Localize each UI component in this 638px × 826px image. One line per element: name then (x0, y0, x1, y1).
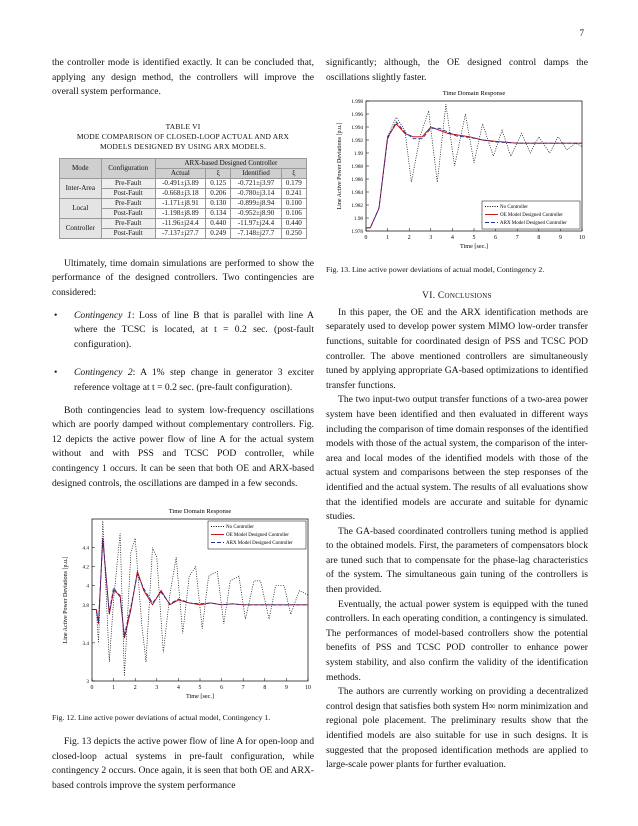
cell-config: Post-Fault (101, 208, 155, 218)
x-tick-label: 9 (284, 685, 288, 692)
cell-config: Pre-Fault (101, 198, 155, 208)
x-tick-label: 0 (90, 685, 94, 692)
right-column (326, 56, 588, 773)
cell-identified: -0.952±j8.90 (231, 208, 281, 218)
bullet-icon: • (54, 309, 58, 321)
paragraph: Both contingencies lead to system low-frequency oscillations which are poorly damped without complementary controllers. Fig. 12 depicts the active power flow of line A for the actual system without and with PSS and TCSC POD controller, while contingency 1 occurs. It can be seen that both OE and ARX-based designed controls, the oscillations are damped in a few seconds. (52, 404, 314, 489)
cell-actual: -7.137±j27.7 (155, 228, 205, 238)
cell-actual: -0.668±j3.18 (155, 188, 205, 198)
header-xi: ξ (281, 168, 306, 178)
legend-entry: OE Model Designed Controller (226, 533, 289, 539)
y-tick-label: 1.986 (351, 177, 363, 184)
cell-xi: 0.125 (206, 178, 231, 188)
x-tick-label: 4 (450, 235, 454, 242)
header-xi: ξ (206, 168, 231, 178)
paragraph: the controller mode is identified exactly. It can be concluded that, applying any design method, the controllers will improve the overall system performance. (52, 57, 314, 98)
figure-12-chart (52, 505, 314, 705)
cell-xi: 0.206 (206, 188, 231, 198)
series-line-3 (92, 540, 308, 635)
table-row (60, 218, 307, 228)
cell-identified: -0.780±j3.14 (231, 188, 281, 198)
y-axis-label: Line Active Power Deviations [p.u.] (337, 122, 343, 210)
legend-entry: OE Model Designed Controller (500, 213, 563, 219)
x-tick-label: 7 (515, 235, 519, 242)
cell-xi: 0.130 (206, 198, 231, 208)
y-tick-label: 3.8 (82, 602, 89, 609)
y-tick-label: 1.998 (351, 99, 363, 106)
x-tick-label: 6 (494, 235, 498, 242)
figure-13-chart (326, 87, 588, 255)
table-row (60, 178, 307, 188)
paragraph: Eventually, the actual power system is equipped with the tuned controllers. In each operating condition, a contingency is simulated. The performances of model-based controllers show the potential benefits of PSS and TCSC POD controller to enhance power system stability, and also confirm the validity of the identification methods. (326, 598, 588, 683)
cell-config: Pre-Fault (101, 178, 155, 188)
x-tick-label: 0 (364, 235, 368, 242)
cell-config: Post-Fault (101, 188, 155, 198)
cell-xi: 0.106 (281, 208, 306, 218)
cell-xi: 0.250 (281, 228, 306, 238)
series-line-2 (92, 538, 308, 638)
cell-mode: Inter-Area (60, 178, 102, 198)
bullet-icon: • (54, 367, 58, 379)
cell-xi: 0.134 (206, 208, 231, 218)
paragraph: Ultimately, time domain simulations are performed to show the performance of the designed controllers. Two contingencies are considered: (52, 257, 314, 298)
paragraph: Fig. 13 depicts the active power flow of line A for open-loop and closed-loop actual systems in pre-fault configuration, while contingency 2 occurs. Once again, it is seen that both OE and ARX-based controls improve the system performance (52, 736, 314, 791)
cell-config: Post-Fault (101, 228, 155, 238)
y-tick-label: 1.994 (351, 125, 363, 132)
x-tick-label: 5 (198, 685, 202, 692)
bullet-text: : Loss of line B that is parallel with line A where the TCSC is located, at t = 0.2 sec. (post-fault configuration). (74, 309, 314, 350)
cell-actual: -1.171±j8.91 (155, 198, 205, 208)
contingency-list (52, 309, 314, 396)
cell-xi: 0.249 (206, 228, 231, 238)
figure-13-caption: Fig. 13. Line active power deviations of actual model, Contingency 2. (326, 265, 545, 275)
x-tick-label: 6 (220, 685, 224, 692)
y-tick-label: 1.98 (353, 216, 363, 223)
section-title: VI. Conclusions (422, 291, 492, 302)
figure-12-caption: Fig. 12. Line active power deviations of actual model, Contingency 1. (52, 713, 271, 723)
x-tick-label: 2 (133, 685, 137, 692)
mode-comparison-table (59, 158, 307, 239)
paragraph: The two input-two output transfer functions of a two-area power system have been identified and then evaluated in different ways including the comparison of time domain responses of the identified models with those of the actual system, the comparison of the inter-area and local modes of the identified models with those of the actual system and comparisons between the step responses of the identified and the actual system. The results of all evaluations show that the identified models are accurate and suitable for dynamic studies. (326, 394, 588, 523)
cell-identified: -7.148±j27.7 (231, 228, 281, 238)
x-tick-label: 1 (386, 235, 390, 242)
cell-xi: 0.440 (206, 218, 231, 228)
cell-actual: -11.96±j24.4 (155, 218, 205, 228)
list-item (52, 309, 314, 353)
y-tick-label: 4.2 (82, 564, 89, 571)
header-actual: Actual (155, 168, 205, 178)
paragraph: The GA-based coordinated controllers tuning method is applied to the obtained models. First, the parameters of compensators block are tuned such that to compensate for the phase-lag characteristics of the system. The simultaneous gain tuning of the controllers is then provided. (326, 525, 588, 596)
cell-identified: -0.721±j3.97 (231, 178, 281, 188)
table-row (60, 198, 307, 208)
header-identified: Identified (231, 168, 281, 178)
x-axis-label: Time [sec.] (186, 693, 214, 701)
paragraph: The authors are currently working on providing a decentralized control design that satisfies both system H∞ norm minimization and regional pole placement. The preliminary results show that the identified models are also suitable for use in such designs. It is suggested that the proposed identification methods are applied to large-scale power plants for further evaluation. (326, 686, 588, 771)
y-tick-label: 3.4 (82, 640, 89, 647)
y-tick-label: 1.984 (351, 190, 363, 197)
y-tick-label: 1.988 (351, 164, 363, 171)
cell-xi: 0.100 (281, 198, 306, 208)
cell-xi: 0.179 (281, 178, 306, 188)
list-item (52, 366, 314, 395)
x-tick-label: 1 (112, 685, 116, 692)
header-mode: Mode (60, 158, 102, 178)
cell-mode: Controller (60, 218, 102, 238)
cell-identified: -11.97±j24.4 (231, 218, 281, 228)
table-title: MODE COMPARISON OF CLOSED-LOOP ACTUAL AND ARX MODELS DESIGNED BY USING ARX MODELS. (76, 131, 290, 151)
x-axis-label: Time [sec.] (460, 243, 488, 251)
cell-actual: -1.198±j8.89 (155, 208, 205, 218)
x-tick-label: 2 (407, 235, 411, 242)
table-label: TABLE VI (165, 121, 201, 131)
bullet-label: Contingency 2 (74, 367, 133, 379)
x-tick-label: 10 (305, 685, 311, 692)
chart-title: Time Domain Response (168, 508, 232, 516)
cell-identified: -0.899±j8.94 (231, 198, 281, 208)
legend-entry: ARX Model Designed Controller (500, 221, 567, 227)
header-group: ARX-based Designed Controller (155, 158, 306, 168)
cell-xi: 0.241 (281, 188, 306, 198)
y-tick-label: 4.4 (82, 545, 89, 552)
x-tick-label: 5 (472, 235, 476, 242)
legend-entry: No Controller (500, 205, 528, 211)
cell-config: Pre-Fault (101, 218, 155, 228)
x-tick-label: 3 (429, 235, 433, 242)
x-tick-label: 3 (155, 685, 159, 692)
y-tick-label: 1.992 (351, 138, 363, 145)
page-number: 7 (579, 28, 584, 38)
x-tick-label: 9 (558, 235, 562, 242)
y-axis-label: Line Active Power Deviations [p.u.] (63, 556, 69, 644)
y-tick-label: 1.99 (353, 151, 363, 158)
x-tick-label: 4 (176, 685, 180, 692)
cell-mode: Local (60, 198, 102, 218)
cell-actual: -0.491±j3.89 (155, 178, 205, 188)
bullet-text: : A 1% step change in generator 3 exciter reference voltage at t = 0.2 sec. (pre-fault configuration). (74, 367, 314, 393)
y-tick-label: 3 (86, 679, 89, 686)
chart-title: Time Domain Response (442, 90, 506, 98)
x-tick-label: 10 (579, 235, 585, 242)
y-tick-label: 4 (86, 583, 89, 590)
legend-entry: No Controller (226, 525, 254, 531)
bullet-label: Contingency 1 (74, 309, 132, 321)
cell-xi: 0.440 (281, 218, 306, 228)
paragraph: significantly; although, the OE designed control damps the oscillations slightly faster. (326, 57, 588, 83)
legend-entry: ARX Model Designed Controller (226, 541, 293, 547)
y-tick-label: 1.982 (351, 203, 363, 210)
paragraph: In this paper, the OE and the ARX identification methods are separately used to develop power system MIMO low-order transfer functions, suitable for coordinated design of PSS and TCSC POD controller. The above mentioned controllers are simultaneously tuned by applying appropriate GA-based optimizations to identified transfer functions. (326, 306, 588, 391)
y-tick-label: 1.996 (351, 112, 363, 119)
x-tick-label: 7 (241, 685, 245, 692)
x-tick-label: 8 (263, 685, 267, 692)
y-tick-label: 1.978 (351, 229, 363, 236)
left-column (52, 56, 314, 793)
x-tick-label: 8 (537, 235, 541, 242)
header-configuration: Configuration (101, 158, 155, 178)
